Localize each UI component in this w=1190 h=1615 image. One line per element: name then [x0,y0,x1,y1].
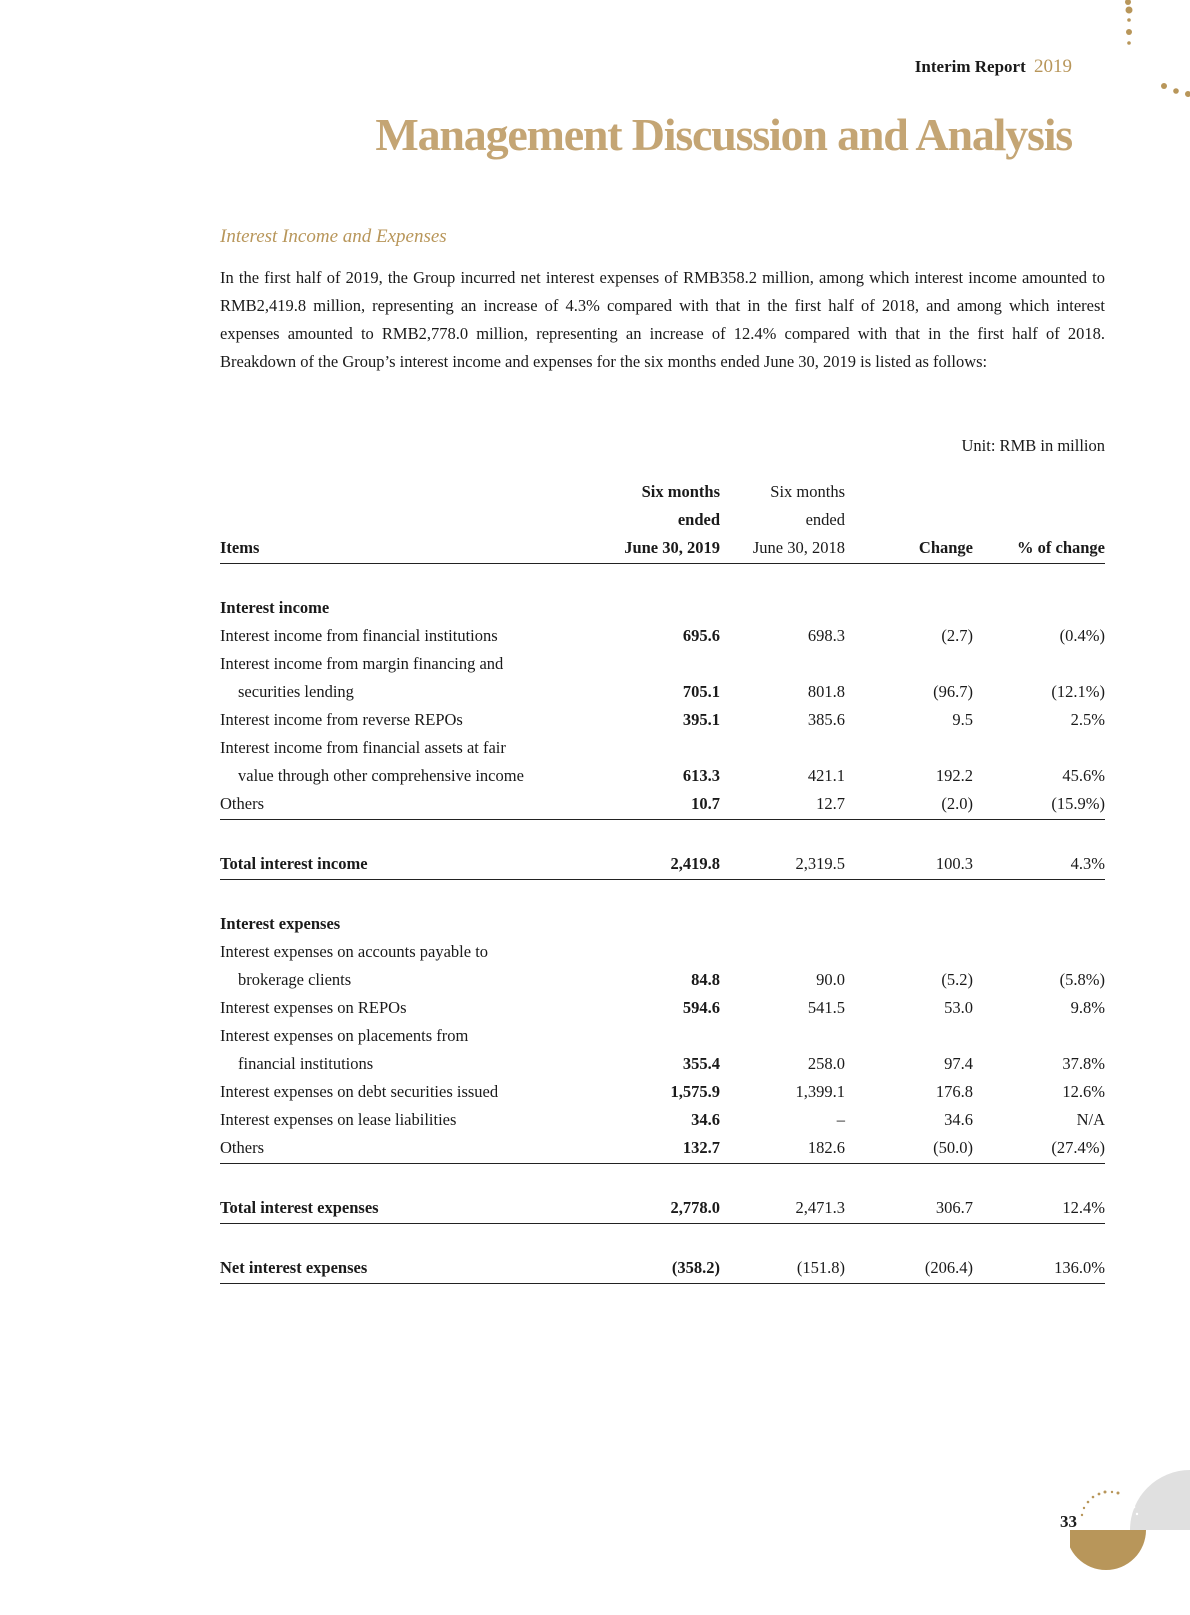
net-change: (206.4) [924,1258,973,1277]
table-header-row-2 [220,506,1105,534]
income-cell-pct: 2.5% [1070,710,1105,729]
expense-cell-pct: (5.8%) [1059,970,1105,989]
income-cell-change: (96.7) [933,682,973,701]
expense-cell-v2019: 34.6 [691,1110,720,1129]
total-income-2018: 2,319.5 [795,854,845,873]
table-row [220,762,1105,790]
page-number: 33 [1060,1512,1077,1531]
income-cell-pct: (15.9%) [1051,794,1105,813]
income-cell-pct: (0.4%) [1059,626,1105,645]
expense-cell-pct: 37.8% [1062,1054,1105,1073]
table-header-row-1 [220,478,1105,506]
income-cell-v2018: 421.1 [807,766,845,785]
total-income-pct: 4.3% [1070,854,1105,873]
total-income-2019: 2,419.8 [670,854,720,873]
expense-row-label: brokerage clients [238,970,352,989]
expense-cell-change: (50.0) [933,1138,973,1157]
expense-row-label: Interest expenses on debt securities issued [220,1082,499,1101]
expense-cell-change: 176.8 [935,1082,973,1101]
expense-cell-v2018: 182.6 [807,1138,845,1157]
expense-row-label: financial institutions [238,1054,374,1073]
section-title: Interest Income and Expenses [220,226,447,247]
expense-cell-v2019: 594.6 [682,998,720,1017]
expense-cell-change: 34.6 [944,1110,973,1129]
table-row [220,1134,1105,1162]
net-label: Net interest expenses [220,1258,368,1277]
header-pct-change: % of change [1017,538,1105,557]
expense-row-label: Interest expenses on placements from [220,1026,469,1045]
header-2019-line2: ended [677,510,720,529]
report-year: 2019 [1034,56,1072,77]
expense-row-label: Interest expenses on accounts payable to [220,942,489,961]
header-2019-line3: June 30, 2019 [624,538,720,557]
net-pct: 136.0% [1054,1258,1105,1277]
total-expense-2019: 2,778.0 [670,1198,720,1217]
income-row-label: Others [220,794,264,813]
income-row-label: Interest income from financial institutions [220,626,498,645]
expense-row-label: Others [220,1138,264,1157]
total-income-rule [220,879,1105,880]
income-cell-v2019: 613.3 [682,766,720,785]
expense-cell-pct: 12.6% [1062,1082,1105,1101]
total-expense-rule [220,1223,1105,1224]
table-row [220,706,1105,734]
expense-cell-pct: (27.4%) [1051,1138,1105,1157]
expense-cell-v2018: 1,399.1 [795,1082,845,1101]
table-row [220,734,1105,762]
income-section-title-row [220,594,1105,622]
table-header-row-3 [220,534,1105,562]
income-cell-pct: (12.1%) [1051,682,1105,701]
expense-cell-change: 97.4 [944,1054,973,1073]
net-2018: (151.8) [796,1258,845,1277]
table-row [220,1106,1105,1134]
income-cell-v2018: 385.6 [807,710,845,729]
interest-table [220,478,1105,1282]
table-row [220,650,1105,678]
income-row-label: securities lending [238,682,354,701]
net-interest-row [220,1254,1105,1282]
income-cell-v2019: 10.7 [691,794,720,813]
expense-cell-v2019: 84.8 [691,970,720,989]
intro-paragraph: In the first half of 2019, the Group incurred net interest expenses of RMB358.2 million, among which interest income amounted to RMB2,419.8 million, representing an increase of 4.3% compared with that in the first half of 2018, and among which interest expenses amounted to RMB2,778.0 million, representing an increase of 12.4% compared with that in the first half of 2018. Breakdown of the Group’s interest income and expenses for the six months ended June 30, 2019 is listed as follows: [220,268,1105,371]
income-cell-change: (2.0) [941,794,973,813]
expense-rule [220,1163,1105,1164]
table-row [220,938,1105,966]
decorative-semicircles-bottom [1070,1470,1190,1615]
expense-cell-change: (5.2) [941,970,973,989]
total-income-change: 100.3 [935,854,973,873]
page-title: Management Discussion and Analysis [375,109,1072,160]
table-row [220,790,1105,818]
header-2018-line2: ended [805,510,845,529]
income-row-label: Interest income from reverse REPOs [220,710,463,729]
total-expense-pct: 12.4% [1062,1198,1105,1217]
expense-cell-v2018: 258.0 [807,1054,845,1073]
header-rule [220,563,1105,564]
income-cell-change: 192.2 [935,766,973,785]
report-name: Interim Report [914,57,1026,76]
table-row [220,1022,1105,1050]
income-cell-change: 9.5 [952,710,973,729]
net-2019: (358.2) [671,1258,720,1277]
expense-row-label: Interest expenses on lease liabilities [220,1110,457,1129]
income-section-title: Interest income [220,598,330,617]
total-expense-row [220,1194,1105,1222]
header-2018-line3: June 30, 2018 [752,538,845,557]
table-row [220,1078,1105,1106]
expense-section-title-row [220,910,1105,938]
table-row [220,966,1105,994]
total-expense-change: 306.7 [935,1198,973,1217]
income-cell-v2019: 695.6 [682,626,720,645]
income-row-label: value through other comprehensive income [238,766,524,785]
header-change: Change [918,538,973,557]
header-2018-line1: Six months [770,482,845,501]
income-cell-v2018: 698.3 [807,626,845,645]
decorative-dots-top [1060,0,1190,110]
expense-cell-pct: 9.8% [1070,998,1105,1017]
net-rule [220,1283,1105,1284]
table-row [220,678,1105,706]
expense-cell-v2018: 541.5 [807,998,845,1017]
table-row [220,994,1105,1022]
running-header [915,56,1072,78]
table-row [220,622,1105,650]
income-row-label: Interest income from margin financing and [220,654,504,673]
expense-cell-v2018: 90.0 [816,970,845,989]
total-expense-label: Total interest expenses [220,1198,379,1217]
income-row-label: Interest income from financial assets at fair [220,738,506,757]
income-rule [220,819,1105,820]
income-cell-v2018: 12.7 [816,794,845,813]
total-expense-2018: 2,471.3 [795,1198,845,1217]
unit-note: Unit: RMB in million [961,436,1105,455]
expense-cell-v2018: – [836,1110,845,1129]
table-row [220,1050,1105,1078]
income-cell-v2018: 801.8 [807,682,845,701]
income-cell-v2019: 395.1 [682,710,720,729]
header-items: Items [220,538,260,557]
income-cell-v2019: 705.1 [682,682,720,701]
income-cell-change: (2.7) [941,626,973,645]
expense-cell-v2019: 1,575.9 [670,1082,720,1101]
expense-row-label: Interest expenses on REPOs [220,998,407,1017]
income-cell-pct: 45.6% [1062,766,1105,785]
expense-cell-pct: N/A [1076,1110,1105,1129]
total-income-label: Total interest income [220,854,368,873]
total-income-row [220,850,1105,878]
expense-cell-v2019: 355.4 [682,1054,720,1073]
expense-cell-v2019: 132.7 [682,1138,720,1157]
header-2019-line1: Six months [641,482,720,501]
expense-section-title: Interest expenses [220,914,341,933]
expense-cell-change: 53.0 [944,998,973,1017]
